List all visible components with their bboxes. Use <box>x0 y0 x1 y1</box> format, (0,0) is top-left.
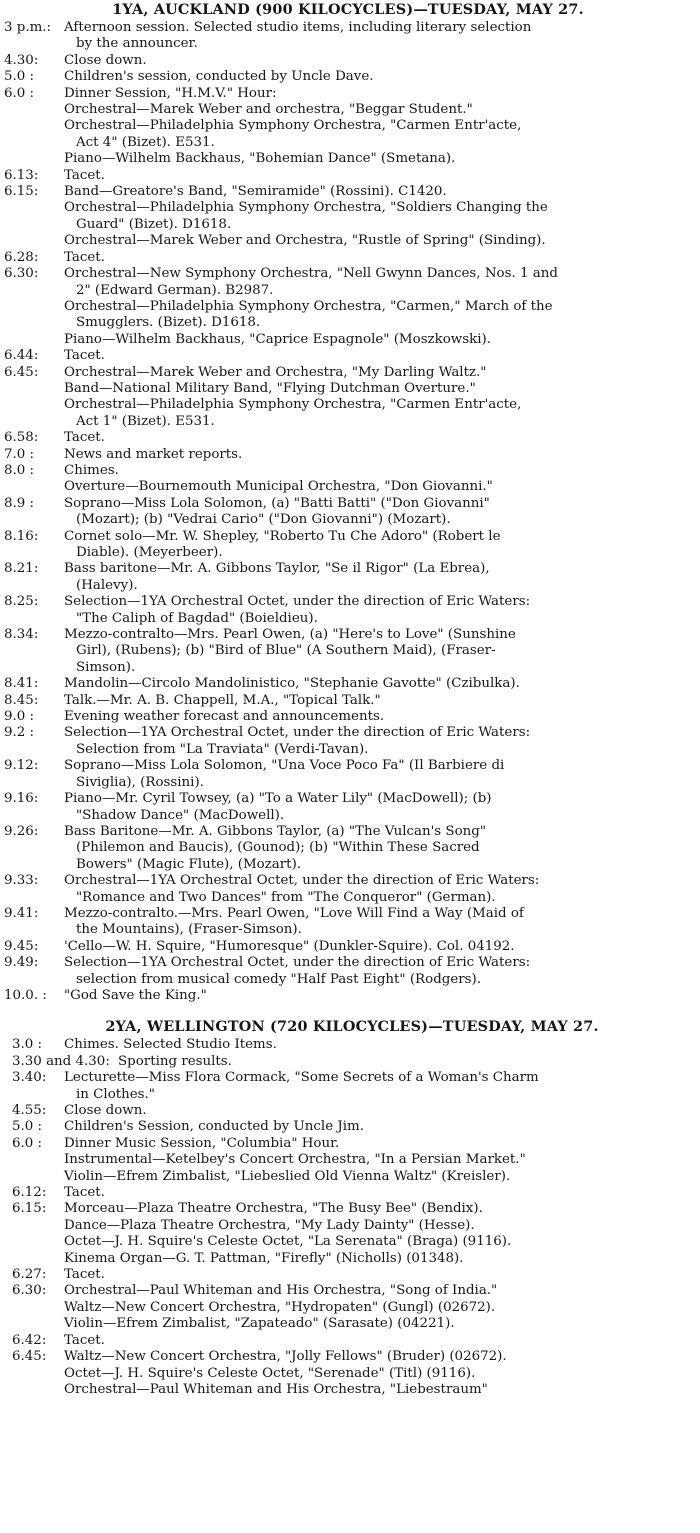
entry-line: Bowers" (Magic Flute), (Mozart). <box>76 856 302 872</box>
entry-line: Close down. <box>64 1103 147 1118</box>
programme-entry <box>0 676 690 692</box>
entry-line: Orchestral—Philadelphia Symphony Orchestra, "Carmen Entr'acte, <box>64 397 522 413</box>
entry-line: Dance—Plaza Theatre Orchestra, "My Lady Dainty" (Hesse). <box>64 1217 475 1233</box>
entry-line: Kinema Organ—G. T. Pattman, "Firefly" (Nicholls) (01348). <box>64 1250 464 1266</box>
entry-line: Tacet. <box>64 1267 105 1283</box>
entry-time: 8.9 : <box>4 495 35 511</box>
programme-entry <box>0 1349 690 1398</box>
entry-line: Smugglers. (Bizet). D1618. <box>76 315 261 331</box>
entry-time: 3.30 and 4.30: <box>12 1053 110 1069</box>
entry-line: "God Save the King." <box>64 987 207 1003</box>
programme-entry <box>0 906 690 939</box>
entry-time: 6.0 : <box>12 1135 43 1151</box>
entry-line: Orchestral—Marek Weber and orchestra, "Beggar Student." <box>64 102 473 118</box>
entry-line: Mezzo-contralto.—Mrs. Pearl Owen, "Love Will Find a Way (Maid of <box>64 905 524 921</box>
entry-time: 9.45: <box>4 938 39 954</box>
entry-line: Orchestral—Paul Whiteman and His Orchestra, "Liebestraum" <box>64 1381 488 1397</box>
entry-line: Tacet. <box>64 430 105 446</box>
programme-entry <box>0 725 690 758</box>
entry-line: Selection—1YA Orchestral Octet, under the direction of Eric Waters: <box>64 725 531 741</box>
programme-entry <box>0 365 690 431</box>
programme-entry <box>0 1185 690 1201</box>
entry-time: 9.16: <box>4 791 39 807</box>
entry-line: Siviglia), (Rossini). <box>76 774 204 790</box>
entry-line: Selection—1YA Orchestral Octet, under the direction of Eric Waters: <box>64 594 531 610</box>
programme-entry <box>0 496 690 529</box>
entry-line: Dinner Music Session, "Columbia" Hour. <box>64 1135 340 1151</box>
entry-line: Orchestral—Philadelphia Symphony Orchestra, "Soldiers Changing the <box>64 200 548 216</box>
entry-line: selection from musical comedy "Half Past Eight" (Rodgers). <box>76 971 482 987</box>
entry-time: 6.13: <box>4 167 39 183</box>
entry-line: Orchestral—Philadelphia Symphony Orchestra, "Carmen Entr'acte, <box>64 118 522 134</box>
entry-line: "Romance and Two Dances" from "The Conqueror" (German). <box>76 889 496 905</box>
wellington-entries <box>0 1037 690 1398</box>
entry-line: 2" (Edward German). B2987. <box>76 282 274 298</box>
entry-line: Orchestral—Marek Weber and Orchestra, "Rustle of Spring" (Sinding). <box>64 233 546 249</box>
programme-entry <box>0 266 690 348</box>
programme-entry <box>0 348 690 364</box>
entry-line: Orchestral—Philadelphia Symphony Orchestra, "Carmen," March of the <box>64 298 553 314</box>
entry-line: Instrumental—Ketelbey's Concert Orchestra, "In a Persian Market." <box>64 1152 526 1168</box>
entry-line: Piano—Mr. Cyril Towsey, (a) "To a Water Lily" (MacDowell); (b) <box>64 791 492 807</box>
programme-entry <box>0 69 690 85</box>
entry-line: Sporting results. <box>118 1053 232 1069</box>
section-heading-auckland: 1YA, AUCKLAND (900 KILOCYCLES)—TUESDAY, MAY 27. <box>112 1 584 18</box>
entry-time: 9.12: <box>4 758 39 774</box>
entry-line: Tacet. <box>64 1185 105 1201</box>
entry-time: 9.49: <box>4 955 39 971</box>
programme-entry <box>0 1103 690 1119</box>
entry-time: 8.25: <box>4 594 39 610</box>
entry-line: (Philemon and Baucis), (Gounod); (b) "Within These Sacred <box>76 840 480 856</box>
entry-line: Girl), (Rubens); (b) "Bird of Blue" (A Southern Maid), (Fraser- <box>76 643 496 659</box>
entry-line: Piano—Wilhelm Backhaus, "Bohemian Dance" (Smetana). <box>64 151 456 167</box>
entry-line: Lecturette—Miss Flora Cormack, "Some Secrets of a Woman's Charm <box>64 1070 539 1086</box>
entry-line: Chimes. <box>64 462 119 478</box>
programme-entry <box>0 1054 690 1070</box>
programme-entry <box>0 824 690 873</box>
programme-entry <box>0 1267 690 1283</box>
entry-line: Selection—1YA Orchestral Octet, under the direction of Eric Waters: <box>64 955 531 971</box>
entry-line: Band—National Military Band, "Flying Dutchman Overture." <box>64 380 476 396</box>
entry-line: Soprano—Miss Lola Solomon, "Una Voce Poco Fa" (Il Barbiere di <box>64 758 505 774</box>
entry-line: News and market reports. <box>64 446 243 462</box>
entry-time: 8.16: <box>4 528 39 544</box>
programme-entry <box>0 561 690 594</box>
programme-entry <box>0 168 690 184</box>
entry-line: Mandolin—Circolo Mandolinistico, "Stephanie Gavotte" (Czibulka). <box>64 676 520 692</box>
entry-line: 'Cello—W. H. Squire, "Humoresque" (Dunkler-Squire). Col. 04192. <box>64 938 515 954</box>
entry-line: Chimes. Selected Studio Items. <box>64 1037 277 1053</box>
entry-time: 10.0. : <box>4 987 47 1003</box>
entry-line: Soprano—Miss Lola Solomon, (a) "Batti Batti" ("Don Giovanni" <box>64 495 490 511</box>
programme-entry <box>0 53 690 69</box>
entry-line: Orchestral—New Symphony Orchestra, "Nell Gwynn Dances, Nos. 1 and <box>64 266 558 282</box>
entry-line: "Shadow Dance" (MacDowell). <box>76 807 285 823</box>
entry-time: 6.30: <box>12 1283 47 1299</box>
entry-time: 8.0 : <box>4 462 35 478</box>
entry-time: 9.2 : <box>4 725 35 741</box>
entry-line: Close down. <box>64 52 147 68</box>
programme-entry <box>0 463 690 496</box>
entry-time: 3.0 : <box>12 1037 43 1053</box>
entry-line: Act 1" (Bizet). E531. <box>76 413 215 429</box>
programme-entry <box>0 709 690 725</box>
entry-line: (Mozart); (b) "Vedrai Cario" ("Don Giovanni") (Mozart). <box>76 512 451 528</box>
entry-line: Simson). <box>76 659 136 675</box>
entry-time: 6.12: <box>12 1185 47 1201</box>
entry-line: Violin—Efrem Zimbalist, "Liebeslied Old Vienna Waltz" (Kreisler). <box>64 1168 511 1184</box>
entry-line: Morceau—Plaza Theatre Orchestra, "The Busy Bee" (Bendix). <box>64 1201 483 1217</box>
programme-entry <box>0 184 690 250</box>
entry-time: 6.58: <box>4 430 39 446</box>
entry-time: 6.30: <box>4 266 39 282</box>
entry-line: Cornet solo—Mr. W. Shepley, "Roberto Tu Che Adoro" (Robert le <box>64 528 501 544</box>
programme-entry <box>0 1136 690 1185</box>
programme-entry <box>0 250 690 266</box>
entry-line: Diable). (Meyerbeer). <box>76 545 223 560</box>
entry-time: 5.0 : <box>4 69 35 85</box>
entry-line: Octet—J. H. Squire's Celeste Octet, "Serenade" (Titl) (9116). <box>64 1365 476 1381</box>
entry-line: Dinner Session, "H.M.V." Hour: <box>64 85 277 101</box>
entry-line: Bass baritone—Mr. A. Gibbons Taylor, "Se il Rigor" (La Ebrea), <box>64 561 490 577</box>
entry-time: 4.30: <box>4 52 39 68</box>
entry-time: 6.15: <box>4 184 39 200</box>
programme-entry <box>0 1283 690 1332</box>
programme-entry <box>0 20 690 53</box>
entry-line: Children's session, conducted by Uncle Dave. <box>64 69 374 85</box>
entry-line: by the announcer. <box>76 36 198 52</box>
programme-entry <box>0 1201 690 1267</box>
entry-time: 6.0 : <box>4 85 35 101</box>
entry-line: Overture—Bournemouth Municipal Orchestra, "Don Giovanni." <box>64 479 493 495</box>
programme-entry <box>0 939 690 955</box>
entry-line: in Clothes." <box>76 1086 155 1102</box>
auckland-entries <box>0 20 690 1004</box>
programme-entry <box>0 529 690 562</box>
entry-time: 3.40: <box>12 1070 47 1086</box>
programme-entry <box>0 1333 690 1349</box>
entry-line: Waltz—New Concert Orchestra, "Hydropaten" (Gungl) (02672). <box>64 1299 496 1315</box>
programme-entry <box>0 988 690 1004</box>
programme-entry <box>0 86 690 168</box>
entry-line: Tacet. <box>64 348 105 364</box>
wellington-section <box>0 1017 690 1398</box>
entry-line: Selection from "La Traviata" (Verdi-Tavan). <box>76 741 369 757</box>
entry-time: 6.44: <box>4 348 39 364</box>
entry-line: Talk.—Mr. A. B. Chappell, M.A., "Topical Talk." <box>64 692 381 708</box>
entry-time: 6.27: <box>12 1267 47 1283</box>
entry-time: 6.42: <box>12 1332 47 1348</box>
entry-time: 9.26: <box>4 823 39 839</box>
entry-line: Waltz—New Concert Orchestra, "Jolly Fellows" (Bruder) (02672). <box>64 1349 507 1365</box>
programme-entry <box>0 791 690 824</box>
entry-line: Evening weather forecast and announcements. <box>64 709 385 725</box>
entry-line: Tacet. <box>64 167 105 183</box>
entry-time: 9.0 : <box>4 709 35 725</box>
programme-entry <box>0 594 690 627</box>
entry-line: Orchestral—1YA Orchestral Octet, under the direction of Eric Waters: <box>64 873 540 889</box>
entry-line: Bass Baritone—Mr. A. Gibbons Taylor, (a) "The Vulcan's Song" <box>64 823 487 839</box>
entry-line: Orchestral—Paul Whiteman and His Orchestra, "Song of India." <box>64 1283 498 1299</box>
entry-line: Orchestral—Marek Weber and Orchestra, "My Darling Waltz." <box>64 364 487 380</box>
programme-entry <box>0 1070 690 1103</box>
entry-line: Band—Greatore's Band, "Semiramide" (Rossini). C1420. <box>64 184 447 200</box>
programme-entry <box>0 447 690 463</box>
entry-time: 3 p.m.: <box>4 20 52 35</box>
entry-line: the Mountains), (Fraser-Simson). <box>76 922 302 938</box>
entry-time: 5.0 : <box>12 1119 43 1135</box>
entry-line: Act 4" (Bizet). E531. <box>76 134 215 150</box>
entry-time: 8.45: <box>4 692 39 708</box>
entry-time: 6.45: <box>12 1349 47 1365</box>
programme-entry <box>0 430 690 446</box>
entry-line: Afternoon session. Selected studio items, including literary selection <box>64 20 532 35</box>
entry-time: 6.45: <box>4 364 39 380</box>
entry-time: 4.55: <box>12 1103 47 1118</box>
programme-entry <box>0 627 690 676</box>
entry-line: Tacet. <box>64 249 105 265</box>
programme-entry <box>0 955 690 988</box>
entry-time: 9.33: <box>4 873 39 889</box>
programme-entry <box>0 873 690 906</box>
entry-line: Tacet. <box>64 1332 105 1348</box>
entry-time: 8.41: <box>4 676 39 692</box>
entry-line: Children's Session, conducted by Uncle Jim. <box>64 1119 364 1135</box>
entry-time: 8.34: <box>4 627 39 643</box>
entry-time: 6.15: <box>12 1201 47 1217</box>
entry-line: Guard" (Bizet). D1618. <box>76 216 232 232</box>
entry-line: (Halevy). <box>76 577 138 593</box>
entry-line: Piano—Wilhelm Backhaus, "Caprice Espagnole" (Moszkowski). <box>64 331 492 347</box>
entry-line: Violin—Efrem Zimbalist, "Zapateado" (Sarasate) (04221). <box>64 1316 455 1332</box>
section-heading-wellington: 2YA, WELLINGTON (720 KILOCYCLES)—TUESDAY, MAY 27. <box>105 1018 599 1036</box>
entry-time: 8.21: <box>4 561 39 577</box>
entry-time: 7.0 : <box>4 446 35 462</box>
entry-time: 6.28: <box>4 249 39 265</box>
entry-line: Octet—J. H. Squire's Celeste Octet, "La Serenata" (Braga) (9116). <box>64 1234 512 1250</box>
programme-entry <box>0 693 690 709</box>
programme-entry <box>0 758 690 791</box>
entry-line: "The Caliph of Bagdad" (Boieldieu). <box>76 610 318 626</box>
entry-time: 9.41: <box>4 905 39 921</box>
programme-entry <box>0 1119 690 1135</box>
entry-line: Mezzo-contralto—Mrs. Pearl Owen, (a) "Here's to Love" (Sunshine <box>64 627 516 643</box>
programme-entry <box>0 1037 690 1053</box>
